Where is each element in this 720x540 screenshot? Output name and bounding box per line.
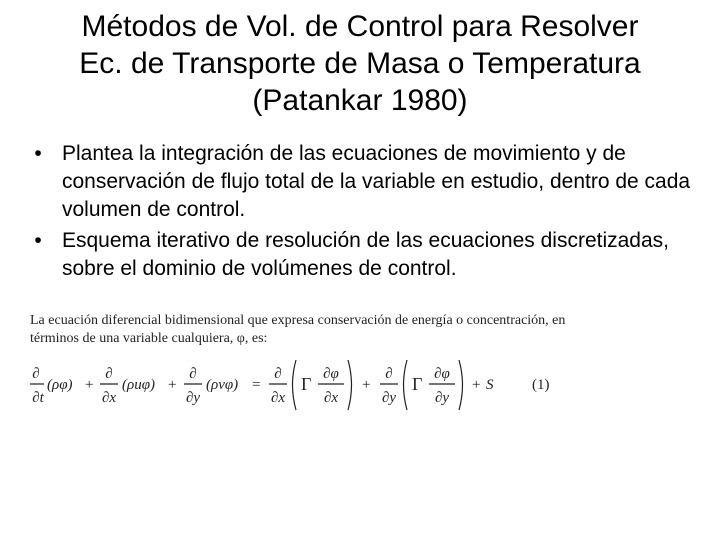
- eq-gamma: Γ: [412, 374, 423, 394]
- eq-rho-v-phi: (ρvφ): [206, 377, 239, 393]
- title-line-1: Métodos de Vol. de Control para Resolver: [81, 10, 639, 43]
- eq-equals: =: [252, 377, 261, 393]
- eq-dt: ∂t: [32, 390, 44, 406]
- bullet-text: Plantea la integración de las ecuaciones de movimiento y de conservación de flujo total de la variable en estudio, dentro de cada volumen de control.: [62, 142, 691, 221]
- bullet-list: [30, 140, 700, 286]
- eq-dx: ∂x: [101, 390, 117, 406]
- bullet-item: [30, 227, 700, 283]
- eq-rho-phi: (ρφ): [47, 377, 73, 393]
- title-line-3: (Patankar 1980): [252, 84, 468, 117]
- eq-rho-u-phi: (ρuφ): [122, 377, 155, 393]
- eq-plus: +: [472, 377, 481, 393]
- eq-dy: ∂y: [381, 390, 397, 406]
- eq-d: ∂: [189, 366, 197, 382]
- eq-plus: +: [168, 377, 177, 393]
- equation-intro-line-2: términos de una variable cualquiera, φ, es:: [30, 331, 268, 346]
- eq-dy: ∂y: [185, 390, 201, 406]
- eq-d: ∂: [385, 366, 393, 382]
- eq-d: ∂: [274, 366, 282, 382]
- eq-d: ∂: [32, 366, 40, 382]
- eq-dy: ∂y: [434, 390, 450, 406]
- eq-dphi: ∂φ: [434, 366, 450, 382]
- bullet-marker: •: [34, 229, 42, 252]
- title-line-2: Ec. de Transporte de Masa o Temperatura: [79, 47, 641, 80]
- bullet-item: [30, 140, 700, 224]
- eq-d: ∂: [105, 366, 113, 382]
- eq-dx: ∂x: [323, 390, 339, 406]
- bullet-text: Esquema iterativo de resolución de las ecuaciones discretizadas, sobre el dominio de volúmenes de control.: [62, 229, 670, 280]
- eq-plus: +: [362, 377, 371, 393]
- eq-dx: ∂x: [270, 390, 286, 406]
- slide-title: [40, 8, 680, 119]
- eq-dphi: ∂φ: [323, 366, 339, 382]
- eq-number: (1): [532, 377, 550, 393]
- eq-gamma: Γ: [301, 374, 312, 394]
- eq-plus: +: [85, 377, 94, 393]
- eq-source: S: [486, 377, 494, 393]
- bullet-marker: •: [34, 142, 42, 165]
- equation-intro-line-1: La ecuación diferencial bidimensional que expresa conservación de energía o concentración, en: [30, 313, 566, 328]
- transport-equation: [30, 352, 700, 418]
- equation-image: [30, 312, 700, 412]
